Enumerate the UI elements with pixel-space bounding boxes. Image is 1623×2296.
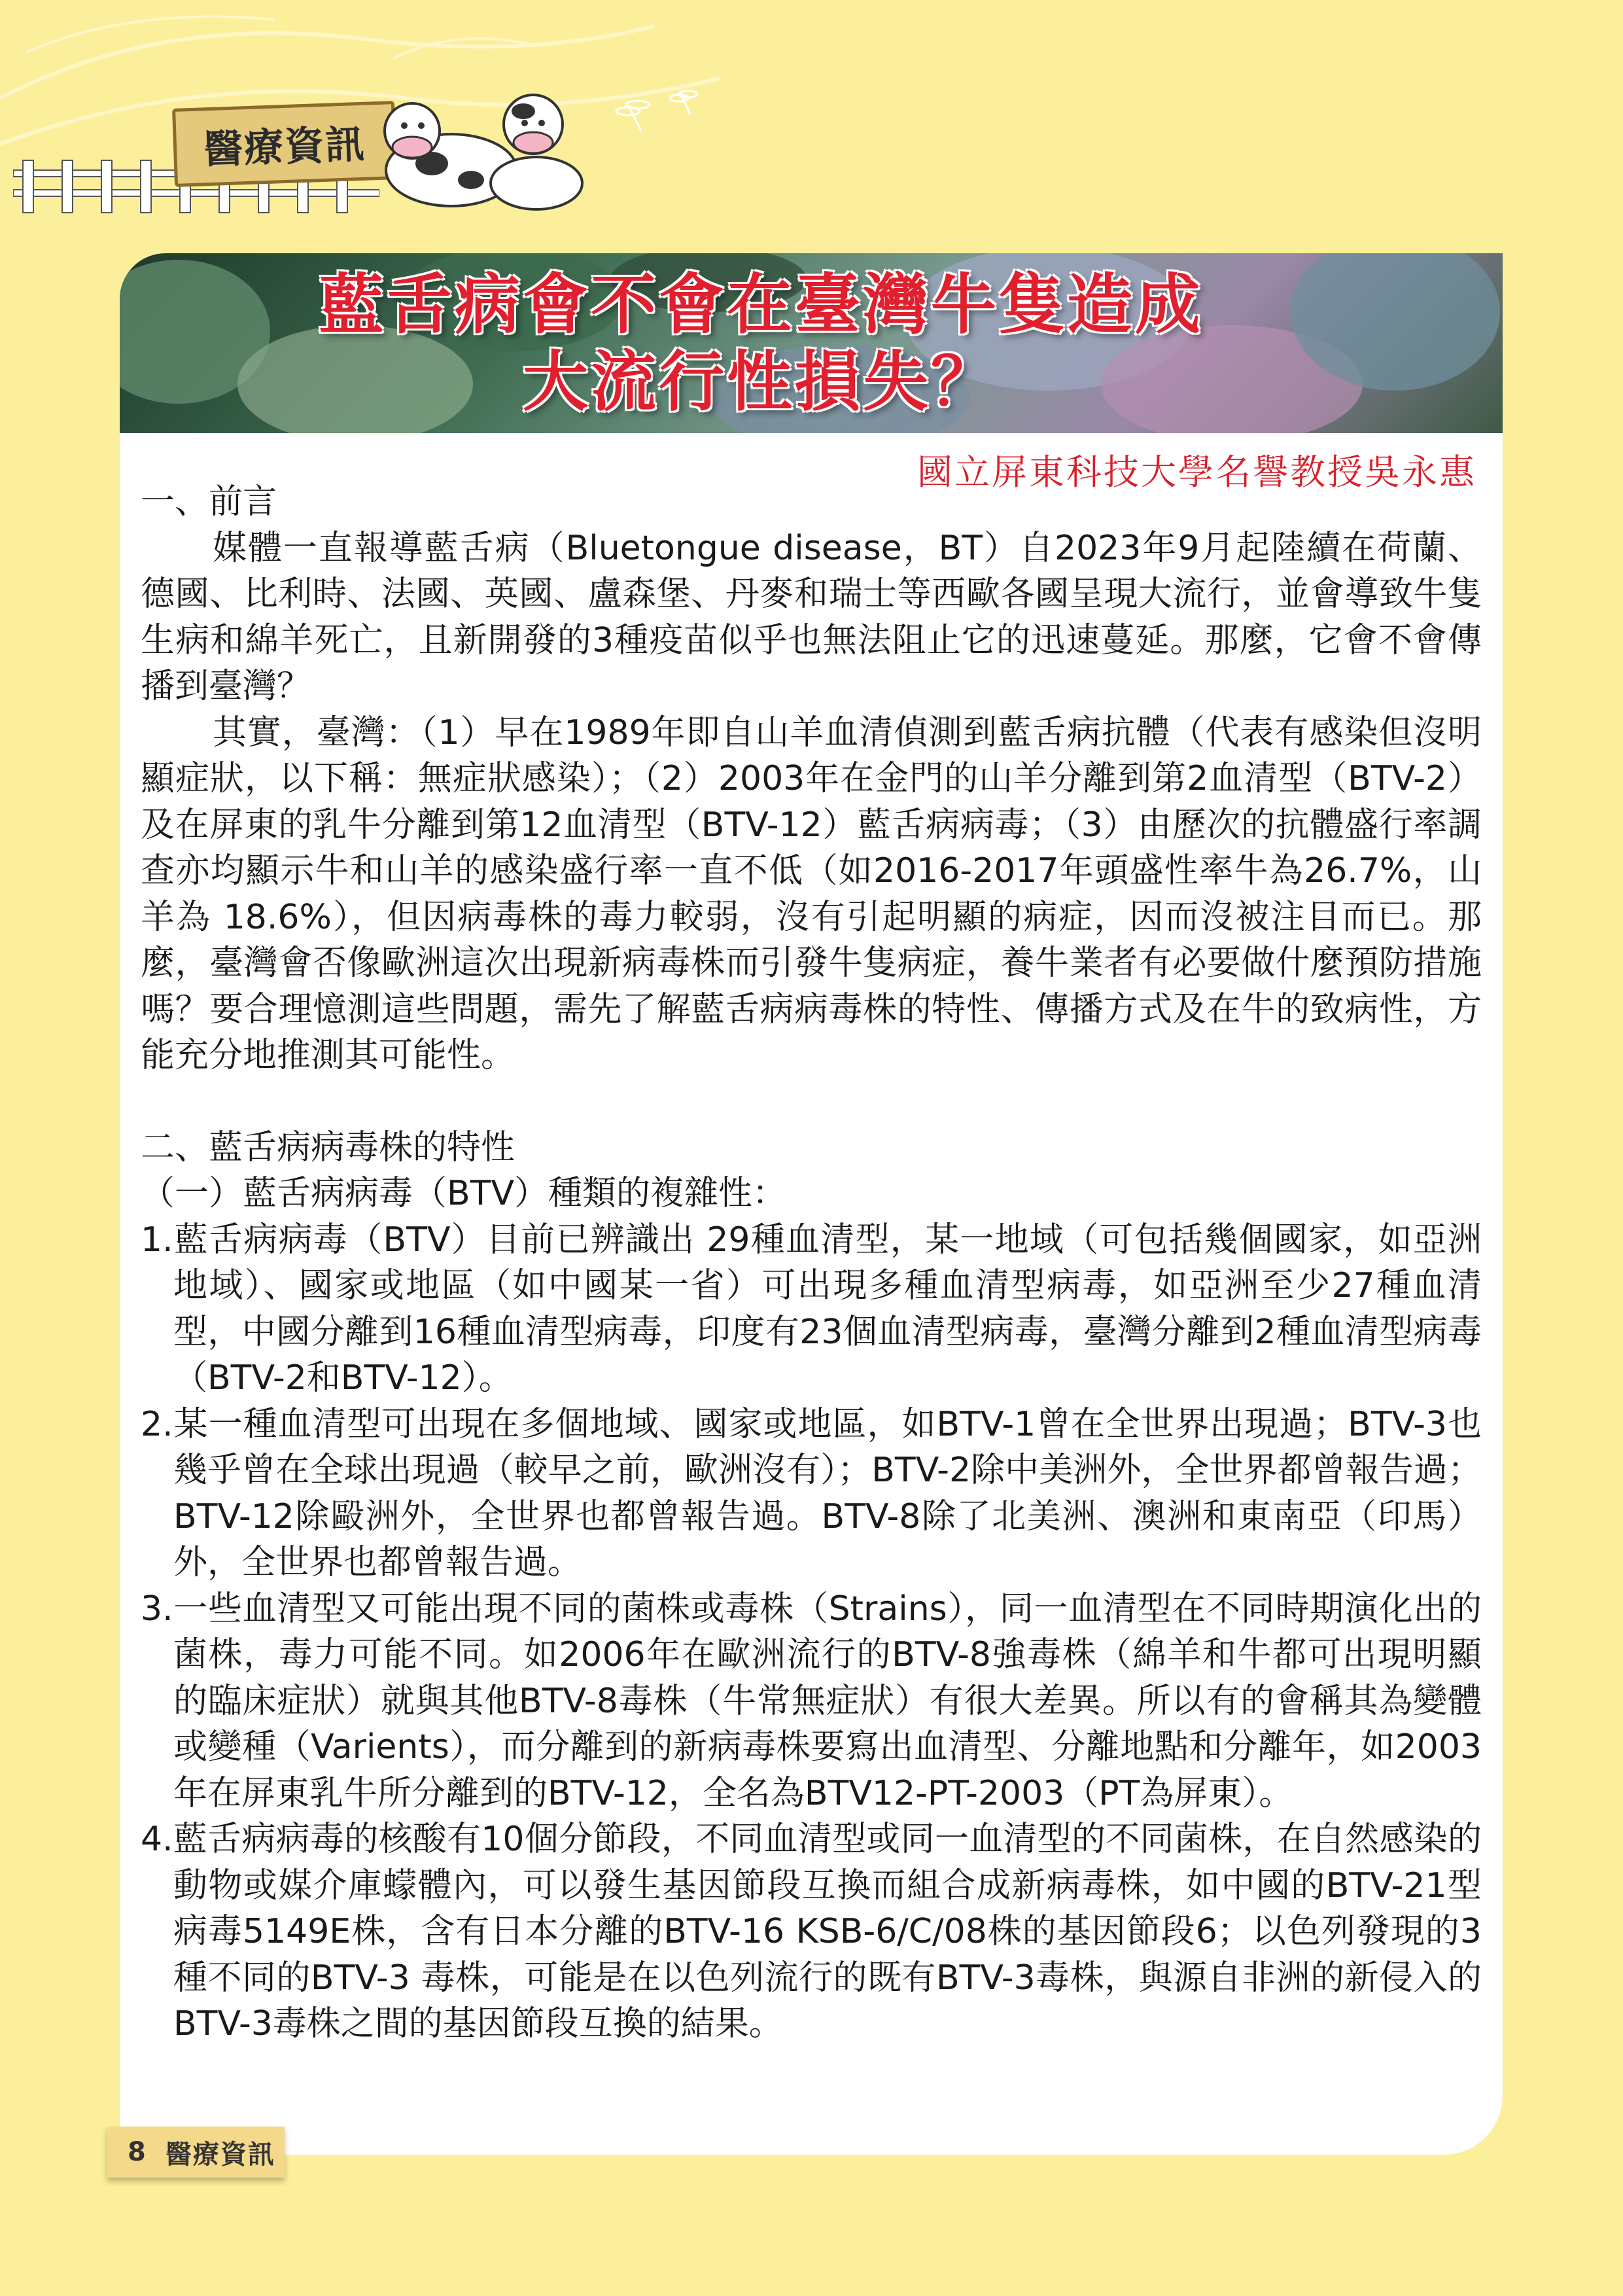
intro-paragraph-2: 其實，臺灣：（1）早在1989年即自山羊血清偵測到藍舌病抗體（代表有感染但沒明顯症狀，以下稱：無症狀感染）；（2）2003年在金門的山羊分離到第2血清型（BTV-2）及在屏東的乳牛分離到第12血清型（BTV-12）藍舌病病毒；（3）由歷次的抗體盛行率調查亦均顯示牛和山羊的感染盛行率一直不低（如2016-2017年頭盛性率牛為26.7%，山羊為 18.6%），但因病毒株的毒力較弱，沒有引起明顯的病症，因而沒被注目而已。那麼，臺灣會否像歐洲這次出現新病毒株而引發牛隻病症，養牛業者有必要做什麼預防措施嗎？要合理憶測這些問題，需先了解藍舌病病毒株的特性、傳播方式及在牛的致病性，方能充分地推測其可能性。 xyxy=(141,713,1482,1075)
page-footer-tab xyxy=(107,2127,285,2178)
list-item: 3.一些血清型又可能出現不同的菌株或毒株（Strains），同一血清型在不同時期演化出的菌株，毒力可能不同。如2006年在歐洲流行的BTV-8強毒株（綿羊和牛都可出現明顯的臨床症狀）就與其他BTV-8毒株（牛常無症狀）有很大差異。所以有的會稱其為變體或變種（Varients），而分離到的新病毒株要寫出血清型、分離地點和分離年，如2003年在屏東乳牛所分離到的BTV-12，全名為BTV12-PT-2003（PT為屏東）。 xyxy=(141,1589,1482,1813)
footer-section-label: 醫療資訊 xyxy=(165,2139,275,2170)
list-item: 1.藍舌病病毒（BTV）目前已辨識出 29種血清型，某一地域（可包括幾個國家，如亞洲地域）、國家或地區（如中國某一省）可出現多種血清型病毒，如亞洲至少27種血清型，中國分離到16種血清型病毒，印度有23個血清型病毒，臺灣分離到2種血清型病毒（BTV-2和BTV-12）。 xyxy=(141,1220,1482,1398)
article-title-line2: 大流行性損失？ xyxy=(523,344,999,420)
section2-subheading: （一）藍舌病病毒（BTV）種類的複雜性： xyxy=(141,1174,787,1213)
section-tag: 醫療資訊 xyxy=(172,101,397,187)
list-item: 2.某一種血清型可出現在多個地域、國家或地區，如BTV-1曾在全世界出現過；BTV-3也幾乎曾在全球出現過（較早之前，歐洲沒有）；BTV-2除中美洲外，全世界都曾報告過；BTV-12除毆洲外，全世界也都曾報告過。BTV-8除了北美洲、澳洲和東南亞（印馬）外，全世界也都曾報告過。 xyxy=(141,1404,1482,1582)
list-item: 4.藍舌病病毒的核酸有10個分節段，不同血清型或同一血清型的不同菌株，在自然感染的動物或媒介庫蠓體內，可以發生基因節段互換而組合成新病毒株，如中國的BTV-21型病毒5149E株，含有日本分離的BTV-16 KSB-6/C/08株的基因節段6；以色列發現的3種不同的BTV-3 毒株，可能是在以色列流行的既有BTV-3毒株，與源自非洲的新侵入的BTV-3毒株之間的基因節段互換的結果。 xyxy=(141,1820,1482,2043)
page-number: 8 xyxy=(128,2137,146,2167)
author-byline: 國立屏東科技大學名譽教授吳永惠 xyxy=(917,451,1476,493)
dragonfly-icon xyxy=(608,85,707,157)
title-banner xyxy=(120,253,1503,433)
article-title-line1: 藍舌病會不會在臺灣牛隻造成 xyxy=(319,266,1203,343)
article-body xyxy=(141,479,1482,2047)
intro-heading: 一、前言 xyxy=(141,482,277,521)
section2-heading: 二、藍舌病病毒株的特性 xyxy=(141,1127,515,1167)
cow-illustration xyxy=(366,85,602,216)
intro-paragraph-1: 媒體一直報導藍舌病（Bluetongue disease，BT）自2023年9月起陸續在荷蘭、德國、比利時、法國、英國、盧森堡、丹麥和瑞士等西歐各國呈現大流行，並會導致牛隻生病和綿羊死亡，且新開發的3種疫苗似乎也無法阻止它的迅速蔓延。那麼，它會不會傳播到臺灣？ xyxy=(141,528,1482,706)
article-card xyxy=(120,253,1503,2155)
